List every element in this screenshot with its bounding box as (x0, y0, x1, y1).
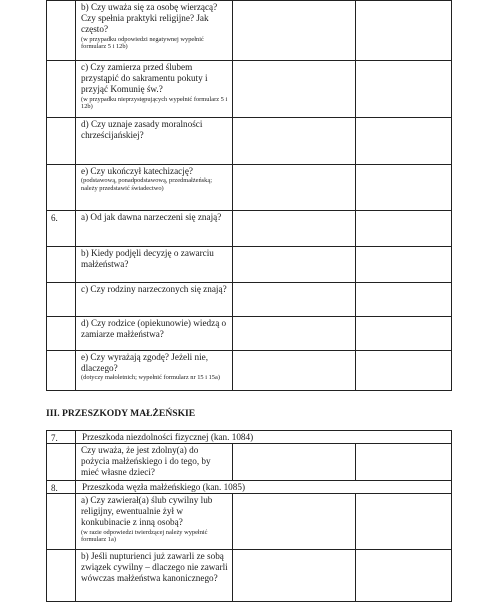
section-heading: III. PRZESZKODY MAŁŻEŃSKIE (46, 408, 196, 419)
question-cell (76, 165, 233, 211)
answer-cell-bride[interactable] (356, 317, 452, 351)
question-text: a) Czy zawierał(a) ślub cywilny lub religijny, ewentualnie żył w konkubinacie z inną osobą? (81, 495, 213, 528)
row-number (47, 247, 76, 283)
table-row (47, 444, 452, 481)
question-text: e) Czy wyrażają zgodę? Jeżeli nie, dlaczego? (81, 352, 209, 374)
answer-cell-groom[interactable] (233, 165, 356, 211)
question-cell (76, 1, 233, 61)
table-row (47, 1, 452, 61)
row-number (47, 165, 76, 211)
question-text: b) Czy uważa się za osobę wierzącą? Czy spełnia praktyki religijne? Jak często? (81, 2, 218, 35)
row-number (47, 118, 76, 165)
question-note: (podstawową, ponadpodstawową, przedmałżeńską; należy przedstawić świadectwo) (81, 177, 212, 192)
question-text: e) Czy ukończył katechizację? (81, 166, 193, 176)
question-cell (76, 211, 233, 247)
row-number (47, 1, 76, 61)
answer-cell-bride[interactable] (356, 1, 452, 61)
answer-cell-bride[interactable] (356, 211, 452, 247)
impediments-table (46, 430, 452, 602)
row-number (47, 550, 76, 602)
question-text: d) Czy uznaje zasady moralności chrześcijańskiej? (81, 119, 203, 141)
question-cell (76, 61, 233, 118)
answer-cell-groom[interactable] (233, 494, 356, 550)
answer-cell-bride[interactable] (356, 494, 452, 550)
table-row (47, 211, 452, 247)
table-row (47, 247, 452, 283)
table-row (47, 118, 452, 165)
table-row (47, 61, 452, 118)
question-text: c) Czy zamierza przed ślubem przystąpić do sakramentu pokuty i przyjąć Komunię św.? (81, 62, 208, 95)
answer-cell-bride[interactable] (356, 550, 452, 602)
question-note: (w razie odpowiedzi twierdzącej należy wypełnić formularz 1a) (81, 528, 208, 544)
question-cell (76, 351, 233, 391)
question-text: b) Kiedy podjęli decyzję o zawarciu małżeństwa? (81, 248, 214, 270)
question-text: c) Czy rodziny narzeczonych się znają? (81, 284, 227, 294)
table-row (47, 165, 452, 211)
impediment-title-row (47, 431, 452, 444)
question-cell (76, 283, 233, 317)
answer-cell-bride[interactable] (356, 283, 452, 317)
answer-cell-groom[interactable] (233, 351, 356, 391)
answer-cell-groom[interactable] (233, 1, 356, 61)
answer-cell-groom[interactable] (233, 118, 356, 165)
table-row (47, 351, 452, 391)
answer-cell-bride[interactable] (356, 444, 452, 481)
row-number (47, 494, 76, 550)
row-number (47, 444, 76, 481)
answer-cell-groom[interactable] (233, 283, 356, 317)
question-note: (w przypadku odpowiedzi negatywnej wypełnić formularz 5 i 12b) (81, 35, 204, 51)
answer-cell-bride[interactable] (356, 247, 452, 283)
impediment-title: Przeszkoda węzła małżeńskiego (kan. 1085) (76, 481, 452, 494)
questionnaire-table-top (46, 0, 452, 391)
question-text: Czy uważa, że jest zdolny(a) do pożycia małżeńskiego i do tego, by mieć własne dzieci? (81, 445, 211, 478)
impediment-title-row (47, 481, 452, 494)
table-row (47, 283, 452, 317)
answer-cell-groom[interactable] (233, 61, 356, 118)
table-row (47, 550, 452, 602)
question-note: (dotyczy małoletnich; wypełnić formularz nr 15 i 15a) (81, 374, 220, 382)
answer-cell-groom[interactable] (233, 317, 356, 351)
question-text: b) Jeśli nupturienci już zawarli ze sobą związek cywilny – dlaczego nie zawarli wówczas małżeństwa kanonicznego? (81, 551, 228, 584)
row-number: 8. (47, 481, 76, 494)
answer-cell-groom[interactable] (233, 247, 356, 283)
question-cell (76, 494, 233, 550)
question-cell (76, 550, 233, 602)
row-number (47, 317, 76, 351)
question-cell (76, 444, 233, 481)
question-cell (76, 118, 233, 165)
answer-cell-groom[interactable] (233, 444, 356, 481)
row-number: 7. (47, 431, 76, 444)
answer-cell-bride[interactable] (356, 351, 452, 391)
question-text: d) Czy rodzice (opiekunowie) wiedzą o zamiarze małżeństwa? (81, 318, 227, 340)
question-cell (76, 317, 233, 351)
row-number: 6. (47, 211, 76, 247)
answer-cell-bride[interactable] (356, 61, 452, 118)
answer-cell-bride[interactable] (356, 165, 452, 211)
table-row (47, 317, 452, 351)
row-number (47, 351, 76, 391)
question-cell (76, 247, 233, 283)
answer-cell-groom[interactable] (233, 550, 356, 602)
answer-cell-groom[interactable] (233, 211, 356, 247)
answer-cell-bride[interactable] (356, 118, 452, 165)
impediment-title: Przeszkoda niezdolności fizycznej (kan. 1084) (76, 431, 452, 444)
row-number (47, 283, 76, 317)
question-text: a) Od jak dawna narzeczeni się znają? (81, 212, 222, 222)
question-note: (w przypadku nieprzystępujących wypełnić formularz 5 i 12b) (81, 95, 228, 111)
table-row (47, 494, 452, 550)
row-number (47, 61, 76, 118)
